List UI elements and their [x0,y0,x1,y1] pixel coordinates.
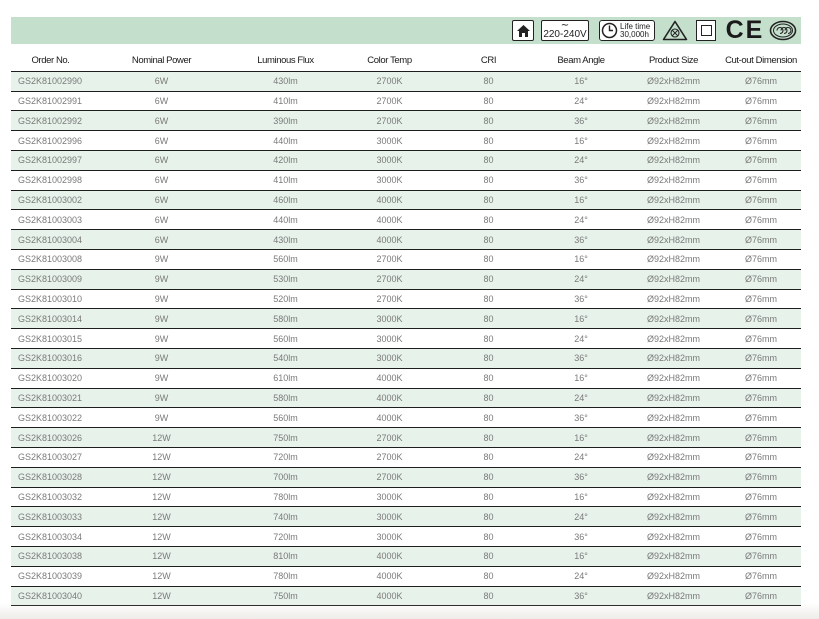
cell-order-no: GS2K81003015 [11,329,90,349]
cell-color-temp: 3000K [338,507,441,527]
life-time-value: 30,000h [620,29,649,39]
cell-cri: 80 [441,190,536,210]
cell-product-size: Ø92xH82mm [626,249,721,269]
fire-rated-triangle-icon [662,20,688,41]
cell-luminous-flux: 560lm [233,329,338,349]
cell-luminous-flux: 440lm [233,210,338,230]
life-time-label: Life time [620,21,651,31]
cell-nominal-power: 6W [90,111,233,131]
cell-beam-angle: 36° [536,170,626,190]
table-row [11,428,801,448]
cell-beam-angle: 16° [536,546,626,566]
cell-cri: 80 [441,368,536,388]
cell-product-size: Ø92xH82mm [626,329,721,349]
cell-luminous-flux: 810lm [233,546,338,566]
cell-cri: 80 [441,289,536,309]
cell-product-size: Ø92xH82mm [626,566,721,586]
table-row [11,91,801,111]
cell-cut-out-dimension: Ø76mm [721,289,801,309]
cell-order-no: GS2K81003032 [11,487,90,507]
cell-product-size: Ø92xH82mm [626,447,721,467]
cell-cut-out-dimension: Ø76mm [721,428,801,448]
cell-luminous-flux: 750lm [233,428,338,448]
cell-order-no: GS2K81003027 [11,447,90,467]
table-row [11,71,801,91]
cell-product-size: Ø92xH82mm [626,170,721,190]
cell-product-size: Ø92xH82mm [626,487,721,507]
cell-color-temp: 3000K [338,309,441,329]
cell-cut-out-dimension: Ø76mm [721,249,801,269]
cell-beam-angle: 24° [536,210,626,230]
cell-product-size: Ø92xH82mm [626,348,721,368]
cell-color-temp: 3000K [338,348,441,368]
cell-cut-out-dimension: Ø76mm [721,487,801,507]
cell-cri: 80 [441,566,536,586]
cell-cri: 80 [441,408,536,428]
cell-cri: 80 [441,131,536,151]
table-row [11,230,801,250]
table-row [11,150,801,170]
product-spec-table [11,51,801,606]
table-row [11,309,801,329]
table-row [11,131,801,151]
cell-color-temp: 3000K [338,170,441,190]
cell-nominal-power: 12W [90,586,233,606]
cell-luminous-flux: 530lm [233,269,338,289]
cell-color-temp: 3000K [338,329,441,349]
cell-cut-out-dimension: Ø76mm [721,111,801,131]
ac-wave-icon: ∼ [560,20,570,31]
cell-color-temp: 2700K [338,249,441,269]
table-row [11,329,801,349]
cell-cri: 80 [441,527,536,547]
cell-beam-angle: 24° [536,269,626,289]
cell-product-size: Ø92xH82mm [626,289,721,309]
table-row [11,586,801,606]
cell-cri: 80 [441,170,536,190]
cell-product-size: Ø92xH82mm [626,428,721,448]
table-row [11,566,801,586]
cell-order-no: GS2K81002990 [11,71,90,91]
table-row [11,249,801,269]
cell-cri: 80 [441,507,536,527]
cell-product-size: Ø92xH82mm [626,210,721,230]
cell-luminous-flux: 560lm [233,249,338,269]
cell-order-no: GS2K81003022 [11,408,90,428]
cell-cut-out-dimension: Ø76mm [721,388,801,408]
clock-icon [601,22,618,39]
cell-color-temp: 2700K [338,91,441,111]
cell-luminous-flux: 430lm [233,71,338,91]
cell-product-size: Ø92xH82mm [626,467,721,487]
cell-beam-angle: 24° [536,150,626,170]
cell-color-temp: 2700K [338,71,441,91]
cell-luminous-flux: 780lm [233,566,338,586]
certification-icon-bar [11,17,801,44]
class-ii-insulation-icon [696,20,716,41]
cell-luminous-flux: 430lm [233,230,338,250]
cell-product-size: Ø92xH82mm [626,131,721,151]
cell-cut-out-dimension: Ø76mm [721,210,801,230]
cell-nominal-power: 6W [90,170,233,190]
table-row [11,348,801,368]
cell-nominal-power: 12W [90,566,233,586]
table-row [11,111,801,131]
cell-nominal-power: 6W [90,131,233,151]
cell-cri: 80 [441,447,536,467]
cell-cut-out-dimension: Ø76mm [721,150,801,170]
cell-beam-angle: 36° [536,586,626,606]
cell-color-temp: 2700K [338,289,441,309]
cell-luminous-flux: 520lm [233,289,338,309]
cell-color-temp: 4000K [338,210,441,230]
cell-nominal-power: 6W [90,150,233,170]
cell-order-no: GS2K81003020 [11,368,90,388]
cell-cri: 80 [441,428,536,448]
cell-color-temp: 4000K [338,546,441,566]
cell-color-temp: 4000K [338,368,441,388]
cell-order-no: GS2K81003009 [11,269,90,289]
cell-beam-angle: 36° [536,230,626,250]
cell-nominal-power: 9W [90,388,233,408]
cell-nominal-power: 12W [90,467,233,487]
cell-product-size: Ø92xH82mm [626,388,721,408]
cell-luminous-flux: 700lm [233,467,338,487]
cell-cri: 80 [441,269,536,289]
table-row [11,408,801,428]
table-row [11,289,801,309]
cell-product-size: Ø92xH82mm [626,269,721,289]
cell-order-no: GS2K81002997 [11,150,90,170]
house-icon [512,20,534,41]
cell-order-no: GS2K81002998 [11,170,90,190]
col-header-beam-angle: Beam Angle [557,55,605,67]
cell-cut-out-dimension: Ø76mm [721,170,801,190]
cell-order-no: GS2K81003040 [11,586,90,606]
cell-nominal-power: 12W [90,507,233,527]
cell-order-no: GS2K81003014 [11,309,90,329]
cell-order-no: GS2K81003008 [11,249,90,269]
cell-product-size: Ø92xH82mm [626,150,721,170]
cell-nominal-power: 12W [90,447,233,467]
cell-nominal-power: 12W [90,527,233,547]
cell-luminous-flux: 720lm [233,527,338,547]
cell-product-size: Ø92xH82mm [626,111,721,131]
cell-product-size: Ø92xH82mm [626,230,721,250]
cell-cri: 80 [441,487,536,507]
cell-product-size: Ø92xH82mm [626,71,721,91]
cell-cut-out-dimension: Ø76mm [721,309,801,329]
table-header-row [11,51,801,71]
cell-product-size: Ø92xH82mm [626,546,721,566]
cell-color-temp: 3000K [338,150,441,170]
col-header-color-temp: Color Temp [367,55,412,67]
table-row [11,190,801,210]
cell-beam-angle: 16° [536,71,626,91]
cell-order-no: GS2K81003028 [11,467,90,487]
table-row [11,368,801,388]
cell-product-size: Ø92xH82mm [626,190,721,210]
cell-cri: 80 [441,467,536,487]
table-row [11,388,801,408]
cell-beam-angle: 24° [536,91,626,111]
cell-beam-angle: 16° [536,309,626,329]
cell-order-no: GS2K81003038 [11,546,90,566]
cell-order-no: GS2K81003016 [11,348,90,368]
cell-luminous-flux: 580lm [233,388,338,408]
col-header-luminous-flux: Luminous Flux [257,55,314,67]
cell-nominal-power: 6W [90,190,233,210]
cell-cut-out-dimension: Ø76mm [721,131,801,151]
cell-cri: 80 [441,586,536,606]
cell-cut-out-dimension: Ø76mm [721,230,801,250]
cell-nominal-power: 6W [90,210,233,230]
table-row [11,507,801,527]
cell-beam-angle: 36° [536,111,626,131]
table-row [11,487,801,507]
cell-beam-angle: 16° [536,428,626,448]
cell-cut-out-dimension: Ø76mm [721,348,801,368]
cell-cri: 80 [441,388,536,408]
table-row [11,210,801,230]
cell-cri: 80 [441,309,536,329]
cell-cut-out-dimension: Ø76mm [721,527,801,547]
cell-cri: 80 [441,150,536,170]
cell-product-size: Ø92xH82mm [626,408,721,428]
cell-nominal-power: 9W [90,269,233,289]
cell-cut-out-dimension: Ø76mm [721,91,801,111]
col-header-cut-out-dimension: Cut-out Dimension [725,55,797,67]
cell-product-size: Ø92xH82mm [626,586,721,606]
cell-nominal-power: 9W [90,368,233,388]
cell-color-temp: 4000K [338,408,441,428]
life-time-icon [599,20,655,41]
cell-beam-angle: 24° [536,507,626,527]
cell-luminous-flux: 750lm [233,586,338,606]
cell-order-no: GS2K81003026 [11,428,90,448]
col-header-nominal-power: Nominal Power [131,55,192,67]
cell-product-size: Ø92xH82mm [626,368,721,388]
cell-cut-out-dimension: Ø76mm [721,190,801,210]
cell-beam-angle: 24° [536,447,626,467]
cell-luminous-flux: 610lm [233,368,338,388]
cell-cri: 80 [441,111,536,131]
cell-beam-angle: 36° [536,527,626,547]
cell-color-temp: 4000K [338,586,441,606]
cell-product-size: Ø92xH82mm [626,91,721,111]
cell-luminous-flux: 410lm [233,170,338,190]
cell-beam-angle: 16° [536,131,626,151]
cell-luminous-flux: 580lm [233,309,338,329]
voltage-rating-icon [541,20,589,41]
cell-order-no: GS2K81002996 [11,131,90,151]
cell-cri: 80 [441,230,536,250]
cell-luminous-flux: 440lm [233,131,338,151]
cell-product-size: Ø92xH82mm [626,507,721,527]
cell-luminous-flux: 560lm [233,408,338,428]
col-header-order-no: Order No. [31,55,70,67]
table-row [11,269,801,289]
cell-beam-angle: 24° [536,566,626,586]
cell-nominal-power: 12W [90,546,233,566]
cell-cri: 80 [441,71,536,91]
cell-cut-out-dimension: Ø76mm [721,329,801,349]
cell-color-temp: 2700K [338,467,441,487]
cell-cut-out-dimension: Ø76mm [721,269,801,289]
cell-color-temp: 4000K [338,566,441,586]
cell-beam-angle: 36° [536,467,626,487]
ce-mark-icon: CE [725,16,765,44]
cell-nominal-power: 6W [90,230,233,250]
table-row [11,467,801,487]
cell-nominal-power: 9W [90,289,233,309]
cell-color-temp: 4000K [338,190,441,210]
cell-color-temp: 3000K [338,487,441,507]
cell-beam-angle: 24° [536,388,626,408]
cell-beam-angle: 16° [536,487,626,507]
cell-beam-angle: 16° [536,190,626,210]
cell-nominal-power: 9W [90,249,233,269]
table-row [11,527,801,547]
cell-color-temp: 4000K [338,230,441,250]
cell-cri: 80 [441,210,536,230]
cell-color-temp: 2700K [338,428,441,448]
cell-order-no: GS2K81003003 [11,210,90,230]
cell-beam-angle: 24° [536,329,626,349]
cell-cut-out-dimension: Ø76mm [721,408,801,428]
cell-beam-angle: 16° [536,368,626,388]
cell-beam-angle: 36° [536,289,626,309]
col-header-cri: CRI [480,55,497,67]
cell-order-no: GS2K81003021 [11,388,90,408]
cell-nominal-power: 9W [90,408,233,428]
cell-cut-out-dimension: Ø76mm [721,71,801,91]
cell-luminous-flux: 720lm [233,447,338,467]
cell-color-temp: 3000K [338,527,441,547]
cell-cri: 80 [441,329,536,349]
cell-product-size: Ø92xH82mm [626,309,721,329]
cell-color-temp: 4000K [338,388,441,408]
cell-cut-out-dimension: Ø76mm [721,368,801,388]
cell-luminous-flux: 540lm [233,348,338,368]
cell-nominal-power: 6W [90,71,233,91]
ccc-mark-icon [768,20,798,41]
cell-luminous-flux: 420lm [233,150,338,170]
cell-order-no: GS2K81003033 [11,507,90,527]
cell-cut-out-dimension: Ø76mm [721,467,801,487]
cell-nominal-power: 9W [90,329,233,349]
cell-color-temp: 2700K [338,111,441,131]
cell-order-no: GS2K81002992 [11,111,90,131]
cell-cri: 80 [441,546,536,566]
table-row [11,447,801,467]
cell-order-no: GS2K81003002 [11,190,90,210]
cell-order-no: GS2K81003034 [11,527,90,547]
voltage-label: 220-240V [543,29,587,40]
cell-cri: 80 [441,91,536,111]
cell-cri: 80 [441,249,536,269]
cell-order-no: GS2K81002991 [11,91,90,111]
cell-beam-angle: 36° [536,348,626,368]
cell-luminous-flux: 390lm [233,111,338,131]
cell-color-temp: 2700K [338,447,441,467]
cell-order-no: GS2K81003010 [11,289,90,309]
cell-beam-angle: 36° [536,408,626,428]
cell-beam-angle: 16° [536,249,626,269]
cell-color-temp: 3000K [338,131,441,151]
table-row [11,546,801,566]
cell-luminous-flux: 780lm [233,487,338,507]
cell-cut-out-dimension: Ø76mm [721,507,801,527]
cell-nominal-power: 9W [90,348,233,368]
cell-order-no: GS2K81003039 [11,566,90,586]
cell-color-temp: 2700K [338,269,441,289]
cell-cut-out-dimension: Ø76mm [721,566,801,586]
cell-nominal-power: 12W [90,487,233,507]
cell-cut-out-dimension: Ø76mm [721,546,801,566]
cell-luminous-flux: 460lm [233,190,338,210]
cell-order-no: GS2K81003004 [11,230,90,250]
cell-nominal-power: 9W [90,309,233,329]
cell-nominal-power: 6W [90,91,233,111]
cell-cut-out-dimension: Ø76mm [721,447,801,467]
table-row [11,170,801,190]
cell-cut-out-dimension: Ø76mm [721,586,801,606]
cell-luminous-flux: 740lm [233,507,338,527]
cell-product-size: Ø92xH82mm [626,527,721,547]
cell-cri: 80 [441,348,536,368]
cell-luminous-flux: 410lm [233,91,338,111]
col-header-product-size: Product Size [648,55,699,67]
cell-nominal-power: 12W [90,428,233,448]
